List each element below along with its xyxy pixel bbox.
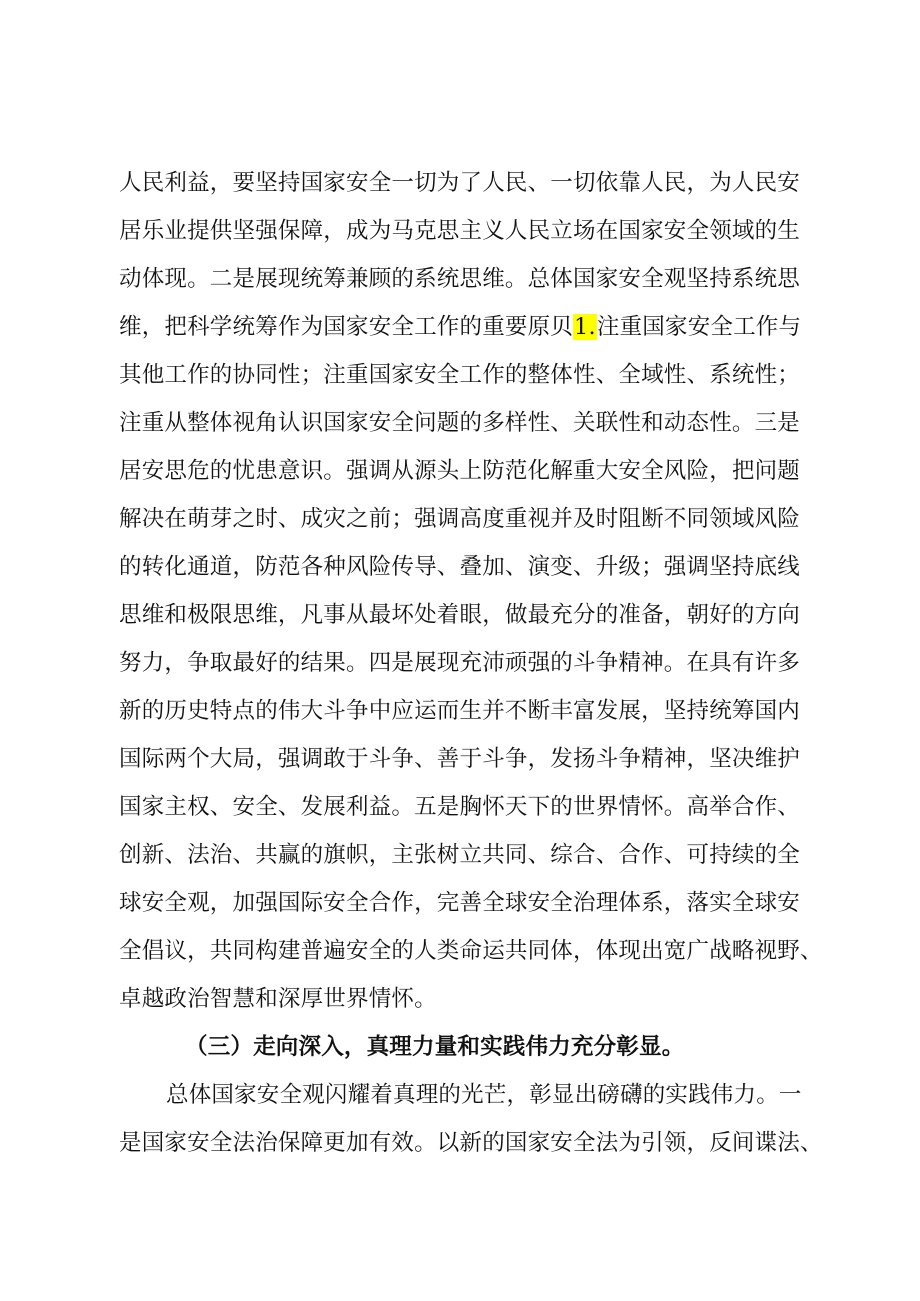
text-line: 球安全观，加强国际安全合作，完善全球安全治理体系，落实全球安 (119, 890, 801, 916)
highlighted-text: 1. (574, 314, 596, 340)
section-heading: （三）走向深入，真理力量和实践伟力充分彰显。 (185, 1034, 685, 1060)
text-line: 新的历史特点的伟大斗争中应运而生并不断丰富发展，坚持统筹国内 (119, 698, 801, 724)
text-line: 创新、法治、共赢的旗帜，主张树立共同、综合、合作、可持续的全 (119, 842, 801, 868)
text-line: 居安思危的忧患意识。强调从源头上防范化解重大安全风险，把问题 (119, 458, 801, 484)
text-line: 的转化通道，防范各种风险传导、叠加、演变、升级；强调坚持底线 (119, 554, 801, 580)
text-line: 思维和极限思维，凡事从最坏处着眼，做最充分的准备，朝好的方向 (119, 602, 801, 628)
text-line: 解决在萌芽之时、成灾之前；强调高度重视并及时阻断不同领域风险 (119, 506, 801, 532)
text-line: 全倡议，共同构建普遍安全的人类命运共同体，体现出宽广战略视野、 (119, 938, 823, 964)
text-line (119, 309, 801, 345)
text-line: 是国家安全法治保障更加有效。以新的国家安全法为引领，反间谍法、 (119, 1130, 823, 1156)
text-line: 国家主权、安全、发展利益。五是胸怀天下的世界情怀。高举合作、 (119, 794, 801, 820)
text-line: 总体国家安全观闪耀着真理的光芒，彰显出磅礴的实践伟力。一 (166, 1082, 802, 1108)
text-line: 国际两个大局，强调敢于斗争、善于斗争，发扬斗争精神，坚决维护 (119, 746, 801, 772)
text-line: 人民利益，要坚持国家安全一切为了人民、一切依靠人民，为人民安 (119, 170, 801, 196)
text-line: 其他工作的协同性；注重国家安全工作的整体性、全域性、系统性； (119, 362, 801, 388)
text-line: 努力，争取最好的结果。四是展现充沛顽强的斗争精神。在具有许多 (119, 650, 801, 676)
text-segment: 维，把科学统筹作为国家安全工作的重要原贝 (119, 314, 574, 340)
text-segment: 注重国家安全工作与 (596, 314, 802, 340)
text-line: 卓越政治智慧和深厚世界情怀。 (119, 986, 437, 1012)
text-line: 动体现。二是展现统筹兼顾的系统思维。总体国家安全观坚持系统思 (119, 266, 801, 292)
text-line: 居乐业提供坚强保障，成为马克思主义人民立场在国家安全领域的生 (119, 218, 801, 244)
text-line: 注重从整体视角认识国家安全问题的多样性、关联性和动态性。三是 (119, 410, 801, 436)
